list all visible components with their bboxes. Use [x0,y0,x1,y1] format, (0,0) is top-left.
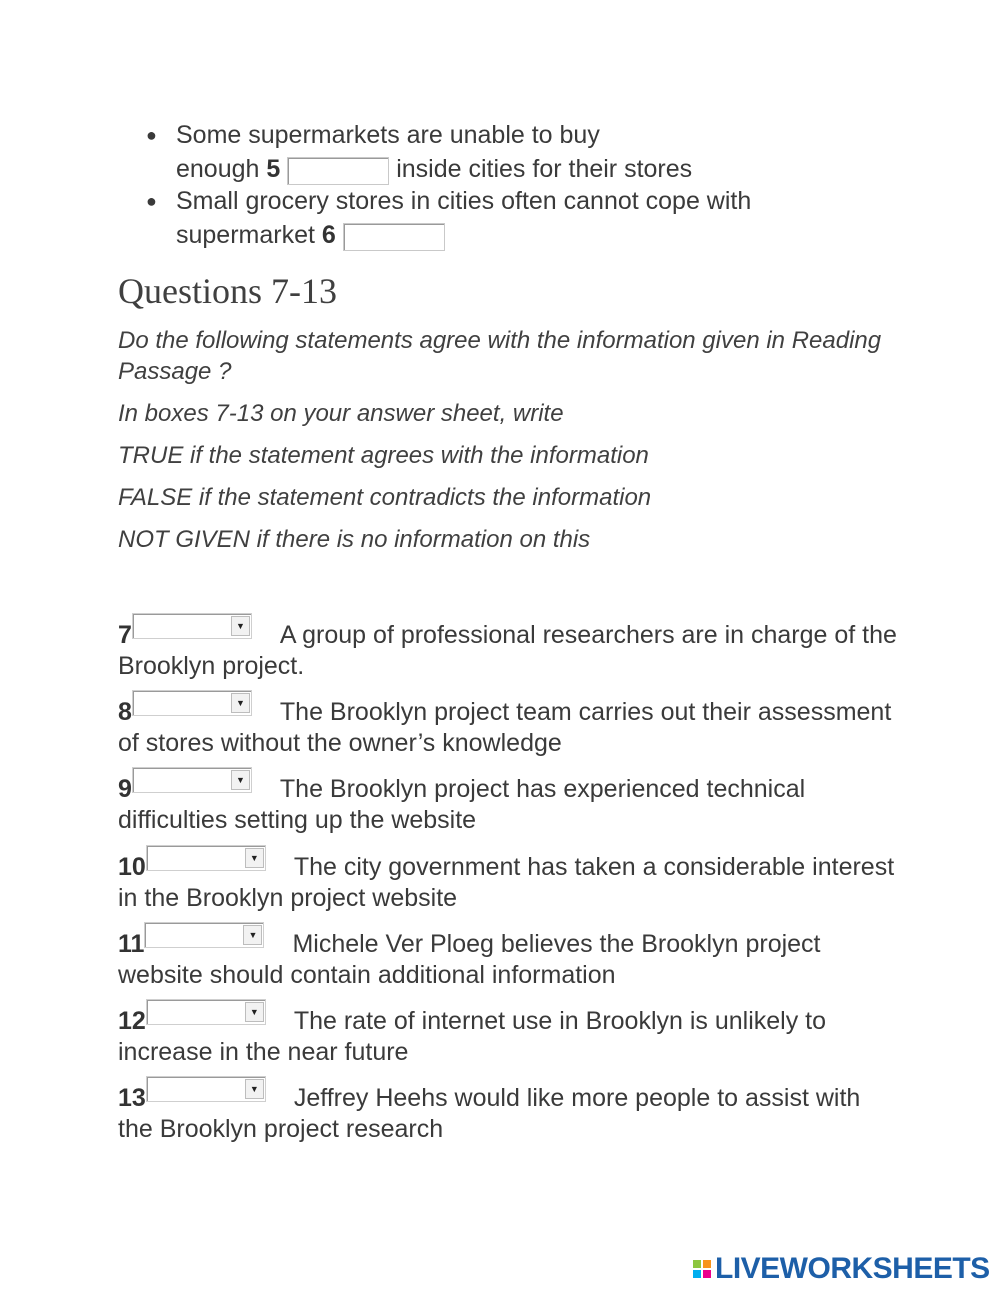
item-text: inside cities for their stores [396,155,693,183]
answer-dropdown-11[interactable] [144,922,264,948]
answer-dropdown-8[interactable] [132,690,252,716]
question-item [118,922,898,991]
gap-number: 5 [266,155,281,183]
question-text: The Brooklyn project team carries out their assessment of stores without the owner’s knowledge [118,698,892,757]
chevron-down-icon[interactable]: ▼ [245,1079,264,1099]
item-text: supermarket [176,221,315,249]
chevron-down-icon[interactable]: ▼ [231,693,250,713]
question-item [118,690,898,759]
question-item [118,1076,898,1145]
answer-dropdown-12[interactable] [146,999,266,1025]
instruction-line: FALSE if the statement contradicts the information [118,484,652,511]
chevron-down-icon[interactable]: ▼ [231,616,250,636]
gap-fill-list [140,118,900,250]
question-number: 7 [118,621,132,649]
item-text: Some supermarkets are unable to buy [176,121,600,149]
answer-dropdown-9[interactable] [132,767,252,793]
question-text: A group of professional researchers are in charge of the Brooklyn project. [118,621,897,680]
instruction-line: Do the following statements agree with the information given in Reading Passage ? [118,327,882,385]
item-text: Small grocery stores in cities often cannot cope with [176,187,752,215]
item-text: enough [176,155,260,183]
chevron-down-icon[interactable]: ▼ [231,770,250,790]
question-number: 11 [118,930,145,958]
list-item [140,184,900,252]
question-item [118,845,898,914]
question-text: The Brooklyn project has experienced technical difficulties setting up the website [118,775,806,834]
gap-number: 6 [321,221,336,249]
question-text: Michele Ver Ploeg believes the Brooklyn project website should contain additional information [118,930,821,989]
answer-input-6[interactable] [343,223,445,251]
question-number: 12 [118,1007,146,1035]
answer-dropdown-7[interactable] [132,613,252,639]
answer-dropdown-10[interactable] [146,845,266,871]
chevron-down-icon[interactable]: ▼ [245,1002,264,1022]
logo-text: LIVEWORKSHEETS [715,1252,990,1285]
question-item [118,999,898,1068]
bullet-dot-icon: ● [146,191,157,211]
answer-dropdown-13[interactable] [146,1076,266,1102]
section-heading: Questions 7-13 [118,271,337,311]
list-item [140,118,900,186]
question-number: 8 [118,698,132,726]
question-item [118,767,898,836]
question-item [118,613,898,682]
instruction-line: In boxes 7-13 on your answer sheet, write [118,400,564,427]
chevron-down-icon[interactable]: ▼ [243,925,262,945]
instruction-line: TRUE if the statement agrees with the information [118,442,649,469]
instruction-line: NOT GIVEN if there is no information on this [118,526,591,553]
logo-mark-icon [693,1260,711,1278]
question-text: The rate of internet use in Brooklyn is unlikely to increase in the near future [118,1007,827,1066]
question-text: Jeffrey Heehs would like more people to assist with the Brooklyn project research [118,1084,861,1143]
bullet-dot-icon: ● [146,125,157,145]
question-number: 13 [118,1084,146,1112]
question-number: 10 [118,853,146,881]
answer-input-5[interactable] [287,157,389,185]
question-number: 9 [118,775,132,803]
chevron-down-icon[interactable]: ▼ [245,848,264,868]
liveworksheets-logo[interactable] [693,1253,990,1285]
question-text: The city government has taken a considerable interest in the Brooklyn project website [118,853,895,912]
